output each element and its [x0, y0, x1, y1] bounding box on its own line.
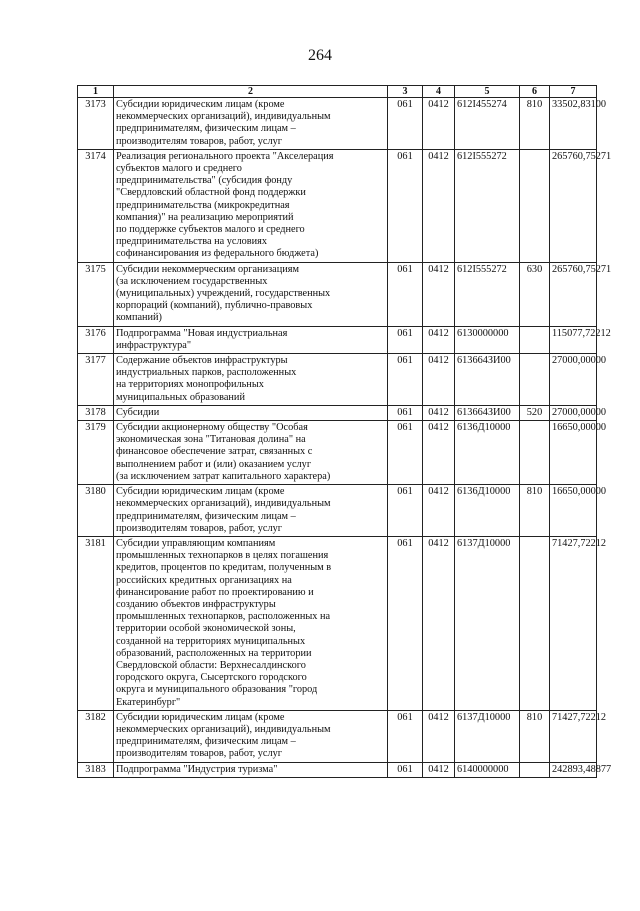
target-code-cell: 6137Д10000 — [455, 536, 520, 710]
admin-code-cell: 061 — [388, 485, 423, 537]
section-code-cell: 0412 — [423, 149, 455, 262]
amount-cell: 33502,83100 — [550, 98, 597, 150]
expense-type-cell: 520 — [520, 405, 550, 420]
table-row — [78, 354, 597, 406]
table-row — [78, 536, 597, 710]
target-code-cell: 6136Д10000 — [455, 485, 520, 537]
expense-type-cell — [520, 421, 550, 485]
budget-table — [77, 85, 612, 778]
section-code-cell: 0412 — [423, 762, 455, 777]
expense-type-cell — [520, 354, 550, 406]
table-row — [78, 710, 597, 762]
target-code-cell: 613664ЗИ00 — [455, 354, 520, 406]
page-number: 264 — [308, 47, 332, 64]
row-number-cell: 3174 — [78, 149, 114, 262]
header-col-5: 5 — [455, 86, 520, 98]
row-name-cell: Подпрограмма "Индустрия туризма" — [114, 762, 388, 777]
table-row — [78, 421, 597, 485]
target-code-cell: 6137Д10000 — [455, 710, 520, 762]
header-col-4: 4 — [423, 86, 455, 98]
target-code-cell: 612I555272 — [455, 262, 520, 326]
admin-code-cell: 061 — [388, 762, 423, 777]
row-number-cell: 3183 — [78, 762, 114, 777]
target-code-cell: 613664ЗИ00 — [455, 405, 520, 420]
target-code-cell: 6130000000 — [455, 326, 520, 353]
section-code-cell: 0412 — [423, 354, 455, 406]
row-name-cell: Субсидии юридическим лицам (кроме некоммерческих организаций), индивидуальным предпринимателям, физическим лицам – производителям товаров, работ, услуг — [114, 710, 388, 762]
row-number-cell: 3175 — [78, 262, 114, 326]
row-name-cell: Содержание объектов инфраструктуры индустриальных парков, расположенных на территориях монопрофильных муниципальных образований — [114, 354, 388, 406]
admin-code-cell: 061 — [388, 421, 423, 485]
row-number-cell: 3176 — [78, 326, 114, 353]
table-row — [78, 149, 597, 262]
table-row — [78, 762, 597, 777]
section-code-cell: 0412 — [423, 536, 455, 710]
expense-type-cell: 630 — [520, 262, 550, 326]
admin-code-cell: 061 — [388, 98, 423, 150]
table-row — [78, 98, 597, 150]
expense-type-cell: 810 — [520, 98, 550, 150]
row-number-cell: 3177 — [78, 354, 114, 406]
table-row — [78, 326, 597, 353]
amount-cell: 16650,00000 — [550, 485, 597, 537]
expense-type-cell — [520, 762, 550, 777]
table-row — [78, 405, 597, 420]
amount-cell: 265760,75271 — [550, 149, 597, 262]
section-code-cell: 0412 — [423, 421, 455, 485]
expense-type-cell — [520, 149, 550, 262]
section-code-cell: 0412 — [423, 262, 455, 326]
admin-code-cell: 061 — [388, 405, 423, 420]
row-name-cell: Субсидии юридическим лицам (кроме некоммерческих организаций), индивидуальным предпринимателям, физическим лицам – производителям товаров, работ, услуг — [114, 98, 388, 150]
row-name-cell: Субсидии управляющим компаниям промышленных технопарков в целях погашения кредитов, процентов по кредитам, полученным в российских кредитных организациях на финансирование работ по проектированию и созданию объектов инфраструктуры промышленных технопарков, расположенных на территории особой экономической зоны, созданной на территориях муниципальных образований, расположенных на территории Свердловской области: Верхнесалдинского городского округа, Сысертского городского округа и муниципального образования "город Екатеринбург" — [114, 536, 388, 710]
row-number-cell: 3173 — [78, 98, 114, 150]
expense-type-cell: 810 — [520, 485, 550, 537]
row-name-cell: Субсидии — [114, 405, 388, 420]
amount-cell: 242893,48877 — [550, 762, 597, 777]
row-name-cell: Реализация регионального проекта "Акселерация субъектов малого и среднего предпринимательства" (субсидия фонду "Свердловский областной фонд поддержки предпринимательства (микрокредитная компания)" на реализацию мероприятий по поддержке субъектов малого и среднего предпринимательства на условиях софинансирования из федерального бюджета) — [114, 149, 388, 262]
row-number-cell: 3181 — [78, 536, 114, 710]
amount-cell: 71427,72212 — [550, 536, 597, 710]
expense-type-cell — [520, 536, 550, 710]
header-row — [78, 86, 597, 98]
row-number-cell: 3182 — [78, 710, 114, 762]
target-code-cell: 6136Д10000 — [455, 421, 520, 485]
amount-cell: 27000,00000 — [550, 405, 597, 420]
row-number-cell: 3179 — [78, 421, 114, 485]
header-col-7: 7 — [550, 86, 597, 98]
section-code-cell: 0412 — [423, 710, 455, 762]
admin-code-cell: 061 — [388, 354, 423, 406]
admin-code-cell: 061 — [388, 326, 423, 353]
header-col-6: 6 — [520, 86, 550, 98]
section-code-cell: 0412 — [423, 98, 455, 150]
header-col-3: 3 — [388, 86, 423, 98]
table-row — [78, 262, 597, 326]
row-name-cell: Субсидии юридическим лицам (кроме некоммерческих организаций), индивидуальным предпринимателям, физическим лицам – производителям товаров, работ, услуг — [114, 485, 388, 537]
section-code-cell: 0412 — [423, 485, 455, 537]
section-code-cell: 0412 — [423, 405, 455, 420]
expense-type-cell: 810 — [520, 710, 550, 762]
amount-cell: 16650,00000 — [550, 421, 597, 485]
admin-code-cell: 061 — [388, 149, 423, 262]
amount-cell: 71427,72212 — [550, 710, 597, 762]
expense-type-cell — [520, 326, 550, 353]
row-number-cell: 3180 — [78, 485, 114, 537]
admin-code-cell: 061 — [388, 262, 423, 326]
amount-cell: 27000,00000 — [550, 354, 597, 406]
table-row — [78, 485, 597, 537]
row-name-cell: Субсидии некоммерческим организациям (за исключением государственных (муниципальных) учреждений, государственных корпораций (компаний), публично-правовых компаний) — [114, 262, 388, 326]
amount-cell: 115077,72212 — [550, 326, 597, 353]
header-col-2: 2 — [114, 86, 388, 98]
admin-code-cell: 061 — [388, 536, 423, 710]
target-code-cell: 6140000000 — [455, 762, 520, 777]
amount-cell: 265760,75271 — [550, 262, 597, 326]
section-code-cell: 0412 — [423, 326, 455, 353]
row-name-cell: Подпрограмма "Новая индустриальная инфраструктура" — [114, 326, 388, 353]
target-code-cell: 612I555272 — [455, 149, 520, 262]
target-code-cell: 612I455274 — [455, 98, 520, 150]
admin-code-cell: 061 — [388, 710, 423, 762]
header-col-1: 1 — [78, 86, 114, 98]
row-number-cell: 3178 — [78, 405, 114, 420]
row-name-cell: Субсидии акционерному обществу "Особая экономическая зона "Титановая долина" на финансовое обеспечение затрат, связанных с выполнением работ и (или) оказанием услуг (за исключением затрат капитального характера) — [114, 421, 388, 485]
